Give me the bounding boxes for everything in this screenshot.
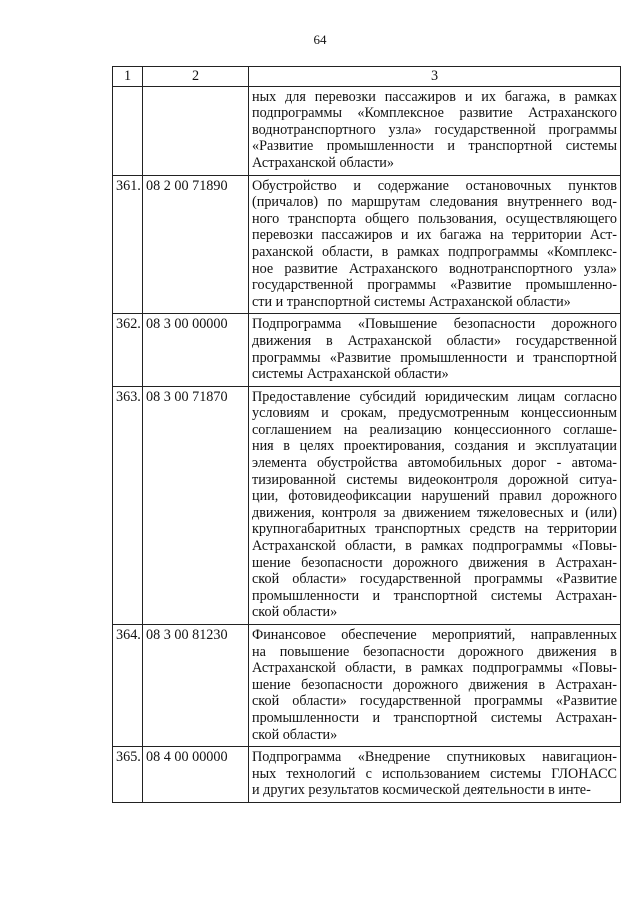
description-line: воднотранспортного узла» государственной программы bbox=[252, 121, 617, 138]
description-line: Астраханской области» bbox=[252, 154, 394, 171]
description-line: ции, фотовидеофиксации нарушений правил дорожного bbox=[252, 488, 617, 505]
description-line: шение безопасности дорожного движения в Астрахан- bbox=[252, 676, 617, 693]
description-line: ской области» bbox=[252, 726, 338, 743]
description-line: ного транспорта общего пользования, осуществляющего bbox=[252, 210, 617, 227]
description-line: Астраханской области, в рамках подпрограммы «Повы- bbox=[252, 660, 617, 677]
column-header-2: 2 bbox=[143, 67, 249, 87]
classification-code-cell bbox=[143, 86, 249, 175]
description-line: элемента обустройства автомобильных дорог - автома- bbox=[252, 455, 617, 472]
description-line: (причалов) по маршрутам следования внутреннего вод- bbox=[252, 194, 617, 211]
description-line: подпрограммы «Комплексное развитие Астраханского bbox=[252, 105, 617, 122]
table-header-row bbox=[113, 67, 621, 87]
description-line: Обустройство и содержание остановочных пунктов bbox=[252, 177, 617, 194]
description-line: государственной программы «Развитие промышленно- bbox=[252, 277, 617, 294]
description-cell bbox=[249, 386, 621, 624]
description-line: промышленности и транспортной системы Астрахан- bbox=[252, 587, 617, 604]
column-header-1: 1 bbox=[113, 67, 143, 87]
description-line: промышленности и транспортной системы Астрахан- bbox=[252, 709, 617, 726]
description-line: ное развитие Астраханского воднотранспортного узла» bbox=[252, 260, 617, 277]
row-number-cell: 365. bbox=[113, 747, 143, 803]
table-row bbox=[113, 747, 621, 803]
budget-classification-table bbox=[112, 66, 621, 803]
description-line: перевозки пассажиров и их багажа на территории Аст- bbox=[252, 227, 617, 244]
description-line: ных технологий с использованием системы ГЛОНАСС bbox=[252, 765, 617, 782]
table-row bbox=[113, 386, 621, 624]
description-cell bbox=[249, 625, 621, 747]
description-line: тизированной системы видеоконтроля дорожной ситуа- bbox=[252, 471, 617, 488]
row-number-cell: 361. bbox=[113, 175, 143, 314]
table-row bbox=[113, 86, 621, 175]
description-line: соглашением на реализацию концессионного соглаше- bbox=[252, 421, 617, 438]
description-line: программы «Развитие промышленности и транспортной bbox=[252, 349, 617, 366]
description-line: условиям и срокам, предусмотренным концессионным bbox=[252, 405, 617, 422]
description-cell bbox=[249, 175, 621, 314]
page-number: 64 bbox=[313, 32, 327, 47]
classification-code-cell: 08 3 00 00000 bbox=[143, 314, 249, 386]
description-line: Астраханской области, в рамках подпрограммы «Повы- bbox=[252, 538, 617, 555]
table-row bbox=[113, 314, 621, 386]
description-line: сти и транспортной системы Астраханской области» bbox=[252, 293, 571, 310]
description-line: Финансовое обеспечение мероприятий, направленных bbox=[252, 627, 617, 643]
description-line: ния в целях проектирования, создания и эксплуатации bbox=[252, 438, 617, 455]
description-line: движения, контроля за движением тяжеловесных и (или) bbox=[252, 504, 617, 521]
description-line: крупногабаритных транспортных средств на территории bbox=[252, 521, 617, 538]
description-line: «Развитие промышленности и транспортной системы bbox=[252, 138, 617, 155]
description-line: системы Астраханской области» bbox=[252, 366, 449, 383]
description-line: шение безопасности дорожного движения в Астрахан- bbox=[252, 554, 617, 571]
description-line: на повышение безопасности дорожного движения в bbox=[252, 643, 617, 660]
description-line: ской области» bbox=[252, 604, 338, 621]
description-line: ской области» государственной программы «Развитие bbox=[252, 693, 617, 710]
description-line: ных для перевозки пассажиров и их багажа, в рамках bbox=[252, 88, 617, 105]
row-number-cell: 362. bbox=[113, 314, 143, 386]
column-header-3: 3 bbox=[249, 67, 621, 87]
description-line: Подпрограмма «Внедрение спутниковых навигацион- bbox=[252, 749, 617, 766]
row-number-cell: 364. bbox=[113, 625, 143, 747]
description-line: раханской области, в рамках подпрограммы «Комплекс- bbox=[252, 243, 617, 260]
row-number-cell: 363. bbox=[113, 386, 143, 624]
classification-code-cell: 08 3 00 81230 bbox=[143, 625, 249, 747]
description-cell bbox=[249, 86, 621, 175]
table-row bbox=[113, 175, 621, 314]
description-line: Подпрограмма «Повышение безопасности дорожного bbox=[252, 316, 617, 333]
table-row bbox=[113, 625, 621, 747]
description-line: и других результатов космической деятельности в инте- bbox=[252, 782, 591, 799]
classification-code-cell: 08 3 00 71870 bbox=[143, 386, 249, 624]
description-cell bbox=[249, 747, 621, 803]
classification-code-cell: 08 2 00 71890 bbox=[143, 175, 249, 314]
row-number-cell bbox=[113, 86, 143, 175]
description-line: Предоставление субсидий юридическим лицам согласно bbox=[252, 388, 617, 405]
description-cell bbox=[249, 314, 621, 386]
description-line: ской области» государственной программы «Развитие bbox=[252, 571, 617, 588]
description-line: движения в Астраханской области» государственной bbox=[252, 332, 617, 349]
classification-code-cell: 08 4 00 00000 bbox=[143, 747, 249, 803]
